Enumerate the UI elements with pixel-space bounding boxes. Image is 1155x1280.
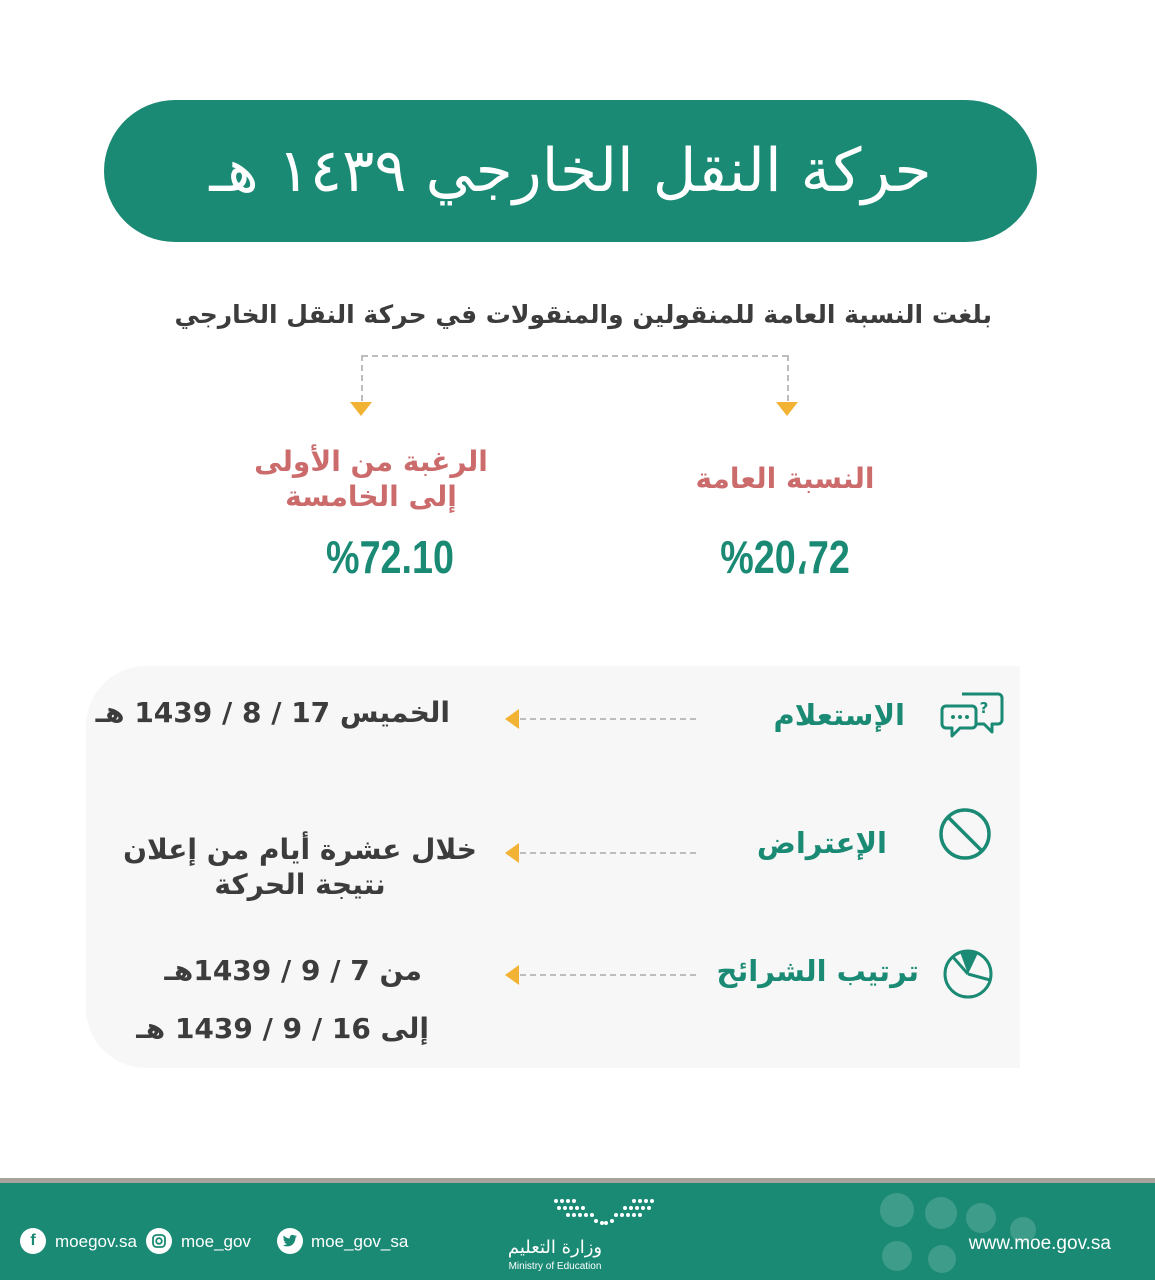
svg-text:?: ? [979,699,989,717]
facebook-icon[interactable]: f [20,1228,46,1254]
title-banner [104,100,1037,242]
preference-rate-value: %72.10 [326,531,454,583]
preference-rate-label [236,445,506,513]
pie-chart-icon [940,944,996,1000]
objection-line1: خلال عشرة أيام من إعلان [123,833,477,866]
inquiry-title: الإستعلام [773,698,905,732]
objection-title: الإعتراض [756,826,887,860]
preference-rate-box [255,530,525,584]
twitter-icon[interactable] [277,1228,303,1254]
general-rate-box [655,530,915,584]
connector-horizontal [362,355,788,357]
preference-label-line2: إلى الخامسة [285,480,457,513]
connector-right [787,355,789,401]
decor-dot [928,1245,956,1273]
twitter-handle[interactable]: moe_gov_sa [311,1232,409,1251]
instagram-handle[interactable]: moe_gov [181,1232,251,1251]
ministry-logo-icon [550,1195,658,1229]
page-title: حركة النقل الخارجي ١٤٣٩ هـ [209,136,932,206]
footer [0,1183,1155,1280]
arrow-left-icon [505,709,519,729]
objection-line2: نتيجة الحركة [214,868,386,901]
intro-text: بلغت النسبة العامة للمنقولين والمنقولات في حركة النقل الخارجي [174,300,992,329]
inquiry-date: الخميس 17 / 8 / 1439 هـ [95,696,450,729]
ranking-end-date: إلى 16 / 9 / 1439 هـ [136,1012,429,1045]
decor-dot [966,1203,996,1233]
preference-label-line1: الرغبة من الأولى [254,445,488,478]
inquiry-connector [520,718,696,720]
ministry-name-en: Ministry of Education [508,1261,602,1272]
website-link[interactable]: www.moe.gov.sa [968,1233,1111,1254]
ministry-name-ar: وزارة التعليم [507,1237,603,1258]
decor-dot [882,1241,912,1271]
arrow-down-left-icon [350,402,372,416]
ranking-title: ترتيب الشرائح [716,954,919,988]
connector-left [361,355,363,401]
facebook-handle[interactable]: moegov.sa [55,1232,137,1251]
arrow-left-icon [505,965,519,985]
prohibited-icon [936,805,994,863]
general-rate-value: %20،72 [720,531,850,583]
arrow-down-right-icon [776,402,798,416]
instagram-icon[interactable] [146,1228,172,1254]
decor-dot [880,1193,914,1227]
arrow-left-icon [505,843,519,863]
chat-question-icon [940,686,1004,744]
objection-connector [520,852,696,854]
decor-dot [925,1197,957,1229]
ranking-start-date: من 7 / 9 / 1439هـ [164,954,422,987]
general-rate-label: النسبة العامة [695,462,875,495]
ranking-connector [520,974,696,976]
objection-text [110,832,490,902]
